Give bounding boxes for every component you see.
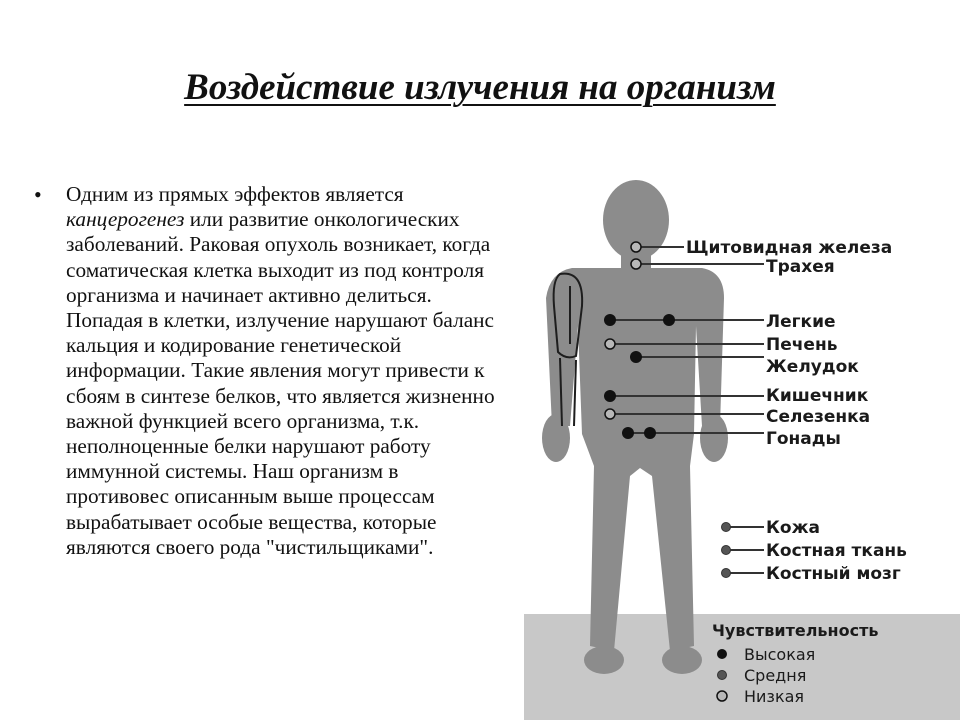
- legend-low-label: Низкая: [744, 687, 805, 706]
- marker-bone-tissue-medium: [722, 546, 731, 555]
- marker-lung-right-high: [663, 314, 675, 326]
- slide-title: Воздействие излучения на организм: [184, 67, 776, 108]
- legend-high-marker: [717, 649, 727, 659]
- legend-high-label: Высокая: [744, 645, 816, 664]
- legend-low-marker: [717, 691, 727, 701]
- bullet-text-part2: или развитие онкологических заболеваний. Раковая опухоль возникает, когда соматическая клетка выходит из под контроля организма и начинает активно делиться. Попадая в клетки, излучение нарушают баланс кальция и кодирование генетической информации. Такие явления могут привести к сбоям в синтезе белков, что является жизненно важной функцией всего организма, т.к. неполноценные белки нарушают работу иммунной системы. Наш организм в противовес описанным выше процессам вырабатывает особые вещества, которые являются своего рода "чистильщиками".: [66, 207, 495, 559]
- label-skin: Кожа: [766, 518, 820, 538]
- marker-skin-medium: [722, 523, 731, 532]
- marker-lung-left-high: [604, 314, 616, 326]
- marker-liver-low: [605, 339, 615, 349]
- bullet-paragraph: [66, 182, 504, 560]
- label-lungs: Легкие: [766, 312, 836, 332]
- marker-thyroid-low: [631, 242, 641, 252]
- marker-spleen-low: [605, 409, 615, 419]
- bullet-emphasis: канцерогенез: [66, 207, 185, 232]
- label-spleen: Селезенка: [766, 407, 871, 427]
- label-thyroid: Щитовидная железа: [686, 238, 893, 258]
- marker-gonad-left-high: [622, 427, 634, 439]
- label-bone-tissue: Костная ткань: [766, 541, 907, 561]
- legend-title: Чувствительность: [712, 621, 879, 640]
- legend-medium-label: Средня: [744, 666, 807, 685]
- legend-medium-marker: [718, 671, 727, 680]
- marker-intestine-high: [604, 390, 616, 402]
- label-gonads: Гонады: [766, 429, 841, 449]
- body-diagram: [524, 176, 960, 720]
- label-bone-marrow: Костный мозг: [766, 564, 901, 584]
- marker-stomach-high: [630, 351, 642, 363]
- label-intestine: Кишечник: [766, 386, 869, 406]
- label-trachea: Трахея: [766, 257, 835, 277]
- bullet-text-part1: Одним из прямых эффектов является: [66, 182, 404, 206]
- label-stomach: Желудок: [766, 357, 859, 377]
- marker-gonad-right-high: [644, 427, 656, 439]
- marker-bone-marrow-medium: [722, 569, 731, 578]
- body-sensitivity-figure: [524, 176, 960, 720]
- label-liver: Печень: [766, 335, 838, 355]
- bullet-item: [34, 182, 504, 560]
- bullet-icon: •: [34, 182, 42, 207]
- marker-trachea-low: [631, 259, 641, 269]
